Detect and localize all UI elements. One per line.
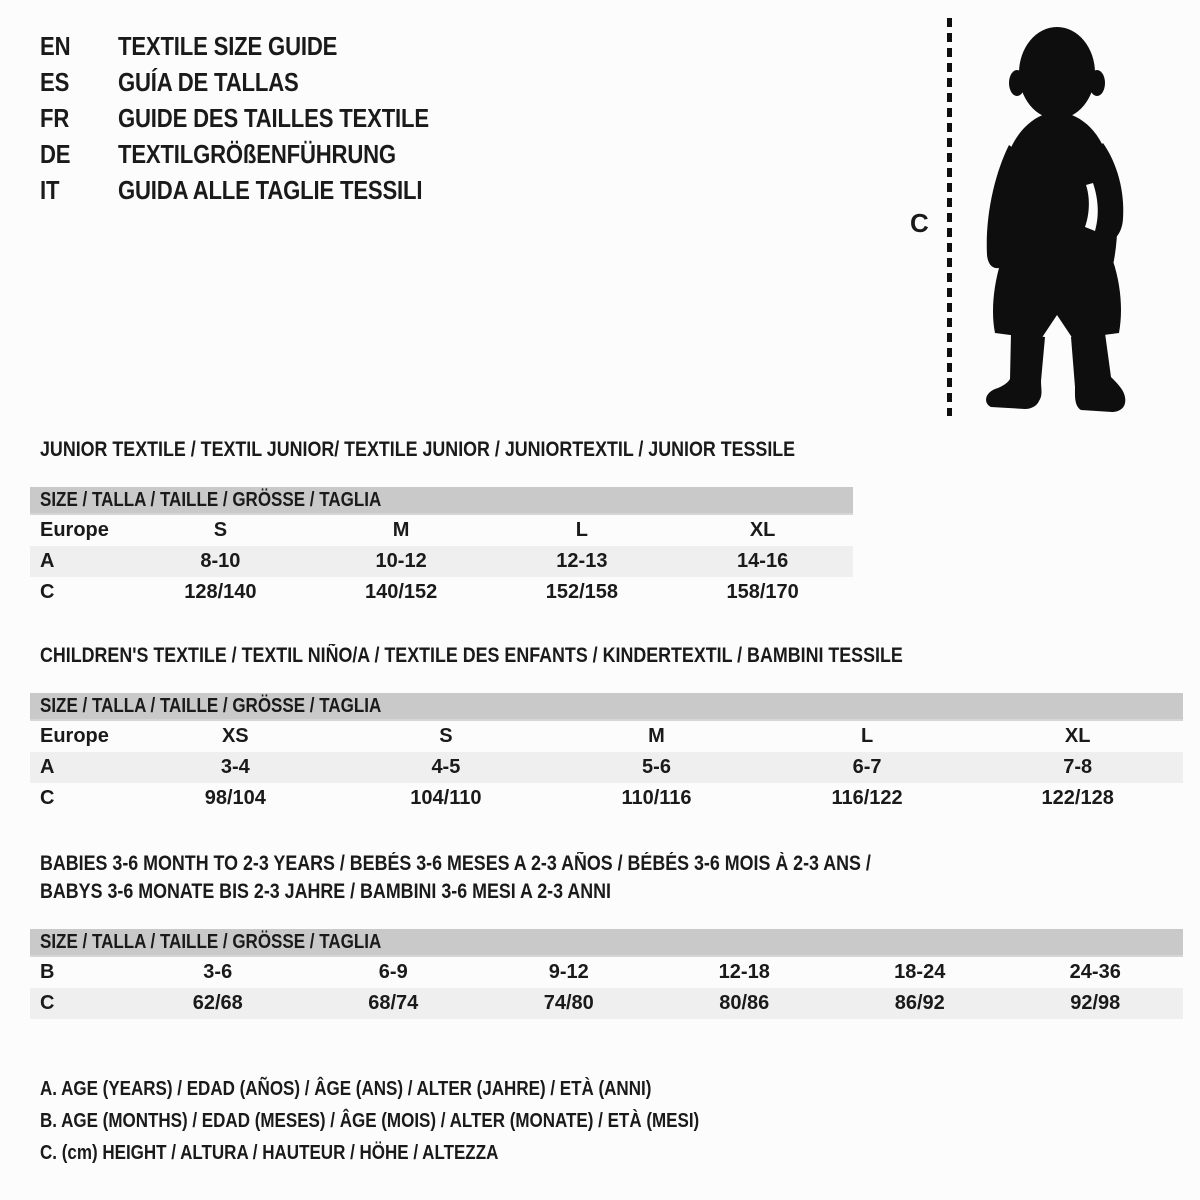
- table-cell: XL: [749, 519, 776, 541]
- section-title-line: BABYS 3-6 MONATE BIS 2-3 JAHRE / BAMBINI 3-6 MESI A 2-3 ANNI: [40, 880, 611, 903]
- table-row: [30, 783, 1183, 814]
- language-code: IT: [40, 174, 60, 205]
- table-cell: 86/92: [894, 992, 945, 1014]
- row-label: A: [40, 550, 55, 572]
- table-cell: 122/128: [1041, 787, 1114, 809]
- language-code: FR: [40, 102, 70, 133]
- language-title: GUÍA DE TALLAS: [118, 66, 299, 97]
- row-label: Europe: [40, 725, 109, 747]
- section-title: [40, 436, 1183, 464]
- table-cell: L: [860, 725, 874, 747]
- table-row: [30, 752, 1183, 783]
- table-cell: 10-12: [375, 550, 427, 572]
- language-title: TEXTILGRÖßENFÜHRUNG: [118, 138, 396, 169]
- table-cell: 110/116: [621, 787, 692, 809]
- language-code: DE: [40, 138, 71, 169]
- height-measure-dashed-line: [947, 18, 952, 416]
- table-cell: 152/158: [545, 581, 619, 603]
- table-cell: 62/68: [192, 992, 243, 1014]
- legend-line: B. AGE (MONTHS) / EDAD (MESES) / ÂGE (MOIS) / ALTER (MONATE) / ETÀ (MESI): [40, 1110, 700, 1132]
- childrens-textile-table: [30, 642, 1183, 814]
- table-cell: 104/110: [410, 787, 482, 809]
- language-code: EN: [40, 30, 71, 61]
- junior-textile-table: [30, 436, 1183, 608]
- table-cell: 6-9: [378, 961, 408, 983]
- table-row: [30, 546, 853, 577]
- table-cell: 140/152: [364, 581, 438, 603]
- table-cell: M: [648, 725, 665, 747]
- table-cell: 68/74: [368, 992, 419, 1014]
- language-title-list: [40, 28, 484, 208]
- table-cell: 158/170: [726, 581, 799, 603]
- table-cell: 3-4: [220, 756, 250, 778]
- legend-line: C. (cm) HEIGHT / ALTURA / HAUTEUR / HÖHE / ALTEZZA: [40, 1142, 499, 1164]
- table-cell: 92/98: [1070, 992, 1121, 1014]
- table-cell: 24-36: [1069, 961, 1121, 983]
- table-cell: 3-6: [203, 961, 233, 983]
- language-code: ES: [40, 66, 70, 97]
- size-table: [30, 693, 1183, 814]
- language-row: [40, 64, 484, 100]
- table-size-header: SIZE / TALLA / TAILLE / GRÖSSE / TAGLIA: [30, 929, 1183, 957]
- language-title: GUIDA ALLE TAGLIE TESSILI: [118, 174, 423, 205]
- row-label: Europe: [40, 519, 109, 541]
- table-cell: 98/104: [204, 787, 266, 809]
- row-label: C: [40, 787, 55, 809]
- table-cell: 18-24: [894, 961, 946, 983]
- legend-line: A. AGE (YEARS) / EDAD (AÑOS) / ÂGE (ANS) / ALTER (JAHRE) / ETÀ (ANNI): [40, 1078, 652, 1100]
- table-size-header: SIZE / TALLA / TAILLE / GRÖSSE / TAGLIA: [30, 487, 853, 515]
- language-row: [40, 136, 484, 172]
- section-title: [40, 850, 1183, 906]
- table-cell: XS: [221, 725, 249, 747]
- table-cell: S: [213, 519, 228, 541]
- table-row: [30, 957, 1183, 988]
- table-cell: 14-16: [737, 550, 789, 572]
- language-title: GUIDE DES TAILLES TEXTILE: [118, 102, 429, 133]
- section-title-line: CHILDREN'S TEXTILE / TEXTIL NIÑO/A / TEXTILE DES ENFANTS / KINDERTEXTIL / BAMBINI TESSILE: [40, 644, 903, 667]
- tables: [30, 436, 1183, 1019]
- table-row: [30, 721, 1183, 752]
- table-row: [30, 577, 853, 608]
- table-cell: 8-10: [200, 550, 241, 572]
- language-title: TEXTILE SIZE GUIDE: [118, 30, 338, 61]
- row-label: A: [40, 756, 55, 778]
- table-cell: 4-5: [431, 756, 461, 778]
- table-cell: 5-6: [642, 756, 671, 778]
- language-row: [40, 172, 484, 208]
- section-title-line: BABIES 3-6 MONTH TO 2-3 YEARS / BEBÉS 3-6 MESES A 2-3 AÑOS / BÉBÉS 3-6 MOIS À 2-3 ANS /: [40, 852, 871, 875]
- size-table: [30, 929, 1183, 1019]
- row-label: C: [40, 581, 55, 603]
- section-title: [40, 642, 1183, 670]
- section-title-line: JUNIOR TEXTILE / TEXTIL JUNIOR/ TEXTILE JUNIOR / JUNIORTEXTIL / JUNIOR TESSILE: [40, 438, 796, 461]
- row-label: C: [40, 992, 55, 1014]
- table-cell: 116/122: [831, 787, 903, 809]
- table-cell: 12-18: [718, 961, 770, 983]
- table-row: [30, 988, 1183, 1019]
- language-row: [40, 28, 484, 64]
- table-cell: L: [575, 519, 588, 541]
- height-measure-label: C: [910, 208, 929, 238]
- language-row: [40, 100, 484, 136]
- table-cell: 80/86: [719, 992, 770, 1014]
- table-cell: 7-8: [1063, 756, 1093, 778]
- table-cell: M: [392, 519, 410, 541]
- table-cell: 9-12: [548, 961, 589, 983]
- table-cell: 6-7: [852, 756, 882, 778]
- table-cell: S: [439, 725, 453, 747]
- babies-textile-table: [30, 850, 1183, 1019]
- row-label: B: [40, 961, 55, 983]
- table-size-header: SIZE / TALLA / TAILLE / GRÖSSE / TAGLIA: [30, 693, 1183, 721]
- table-cell: 12-13: [556, 550, 608, 572]
- table-row: [30, 515, 853, 546]
- table-cell: XL: [1064, 725, 1091, 747]
- size-table: [30, 487, 853, 608]
- legend: [40, 1073, 1183, 1169]
- toddler-silhouette-icon: [965, 16, 1145, 418]
- table-cell: 74/80: [543, 992, 594, 1014]
- table-cell: 128/140: [184, 581, 257, 603]
- size-tables-area: [30, 436, 1183, 1169]
